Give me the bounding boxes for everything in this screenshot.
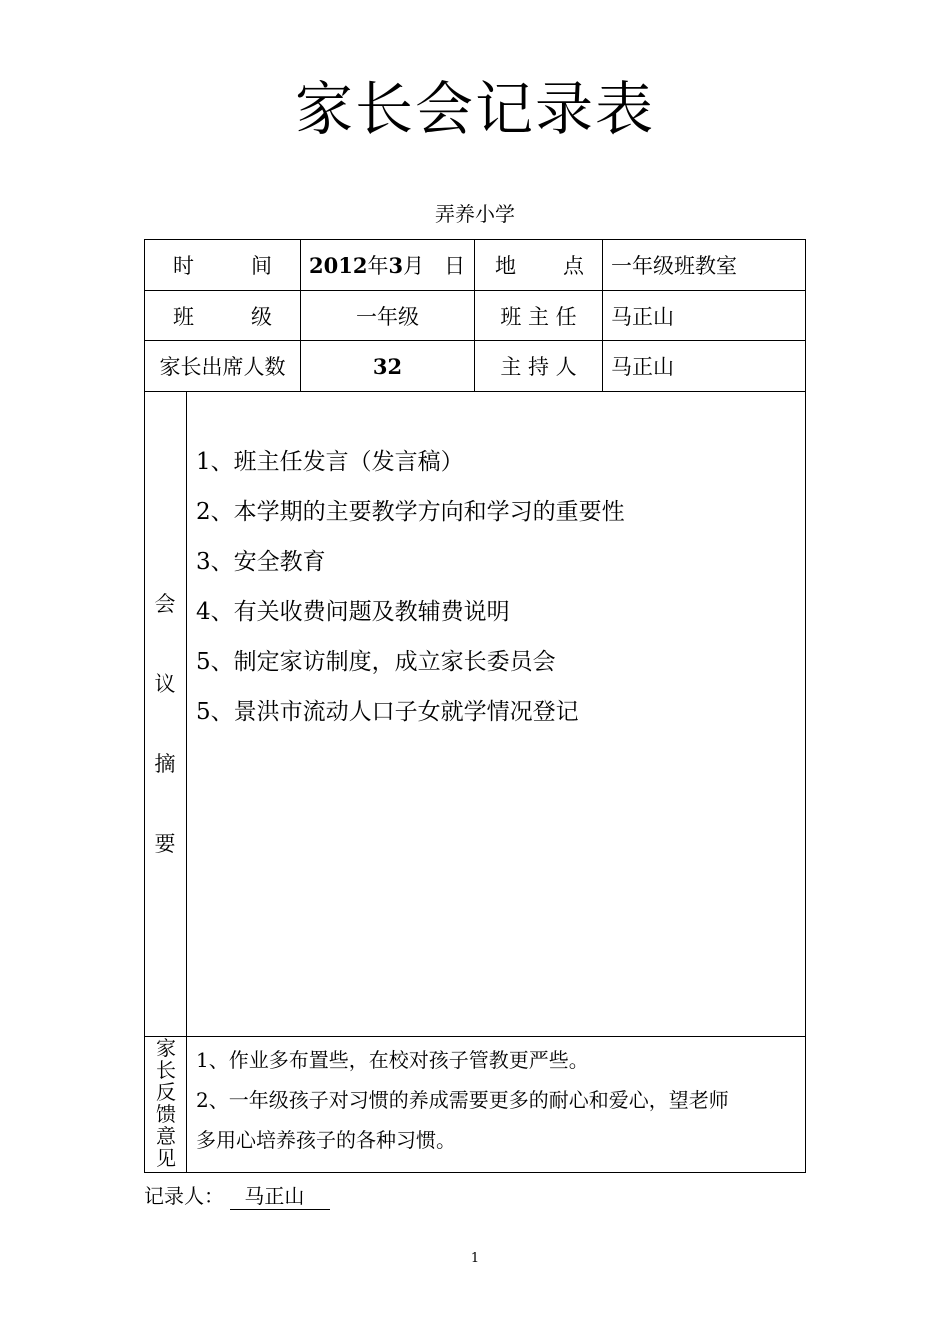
agenda-item: 3、安全教育: [196, 549, 326, 575]
agenda-item: 2、本学期的主要教学方向和学习的重要性: [196, 499, 625, 525]
page-number: 1: [470, 1251, 480, 1266]
place-label-b: 点: [563, 254, 584, 278]
time-year-unit: 年: [367, 254, 389, 278]
feedback-line: 1、作业多布置些，在校对孩子管教更严些。: [196, 1048, 589, 1072]
host-value: 马正山: [611, 355, 674, 379]
feedback-label-char: 馈: [156, 1102, 176, 1126]
summary-label: [145, 588, 185, 908]
feedback-line: 多用心培养孩子的各种习惯。: [196, 1128, 456, 1152]
class-label: [145, 291, 300, 340]
column-divider: [186, 391, 187, 1173]
school-name: 弄养小学: [435, 202, 515, 226]
class-label-b: 级: [251, 304, 272, 329]
time-day-unit: 日: [444, 254, 466, 278]
summary-label-char: 会: [154, 592, 176, 616]
attendance-label: 家长出席人数: [159, 355, 286, 379]
time-value: [301, 240, 474, 290]
place-label-a: 地: [495, 254, 516, 278]
place-value: 一年级班教室: [611, 254, 737, 278]
summary-label-char: 摘: [154, 752, 176, 776]
agenda-list: [196, 442, 796, 742]
feedback-label-char: 见: [156, 1146, 176, 1170]
teacher-value: 马正山: [611, 304, 674, 329]
time-year: 2012: [309, 252, 368, 278]
attendance-value: 32: [372, 353, 403, 379]
feedback-label-char: 家: [156, 1036, 176, 1060]
time-label-b: 间: [251, 254, 272, 278]
agenda-item: 5、制定家访制度，成立家长委员会: [196, 649, 556, 675]
summary-label-char: 要: [154, 832, 176, 856]
class-value: 一年级: [356, 304, 419, 329]
recorder-label: 记录人：: [144, 1184, 224, 1208]
feedback-line: 2、一年级孩子对习惯的养成需要更多的耐心和爱心，望老师: [196, 1088, 729, 1112]
recorder-name: 马正山: [230, 1180, 330, 1210]
feedback-text: [196, 1040, 796, 1160]
time-month-unit: 月: [403, 254, 425, 278]
row-divider: [144, 391, 806, 392]
agenda-item: 1、班主任发言（发言稿）: [196, 449, 464, 475]
feedback-label: [148, 1037, 184, 1169]
time-label: [145, 240, 300, 290]
row-divider: [144, 1036, 806, 1037]
feedback-label-char: 意: [156, 1124, 176, 1148]
summary-label-char: 议: [154, 672, 176, 696]
class-label-a: 班: [173, 304, 194, 329]
agenda-item: 4、有关收费问题及教辅费说明: [196, 599, 510, 625]
time-label-a: 时: [173, 254, 194, 278]
teacher-label: 班 主 任: [500, 304, 577, 329]
document-title: 家长会记录表: [294, 75, 655, 143]
agenda-item: 5、景洪市流动人口子女就学情况登记: [196, 699, 579, 725]
place-label: [475, 240, 602, 290]
feedback-label-char: 反: [156, 1080, 176, 1104]
time-month: 3: [388, 252, 404, 278]
host-label: 主 持 人: [500, 355, 577, 379]
feedback-label-char: 长: [156, 1058, 176, 1082]
recorder: [144, 1180, 330, 1210]
